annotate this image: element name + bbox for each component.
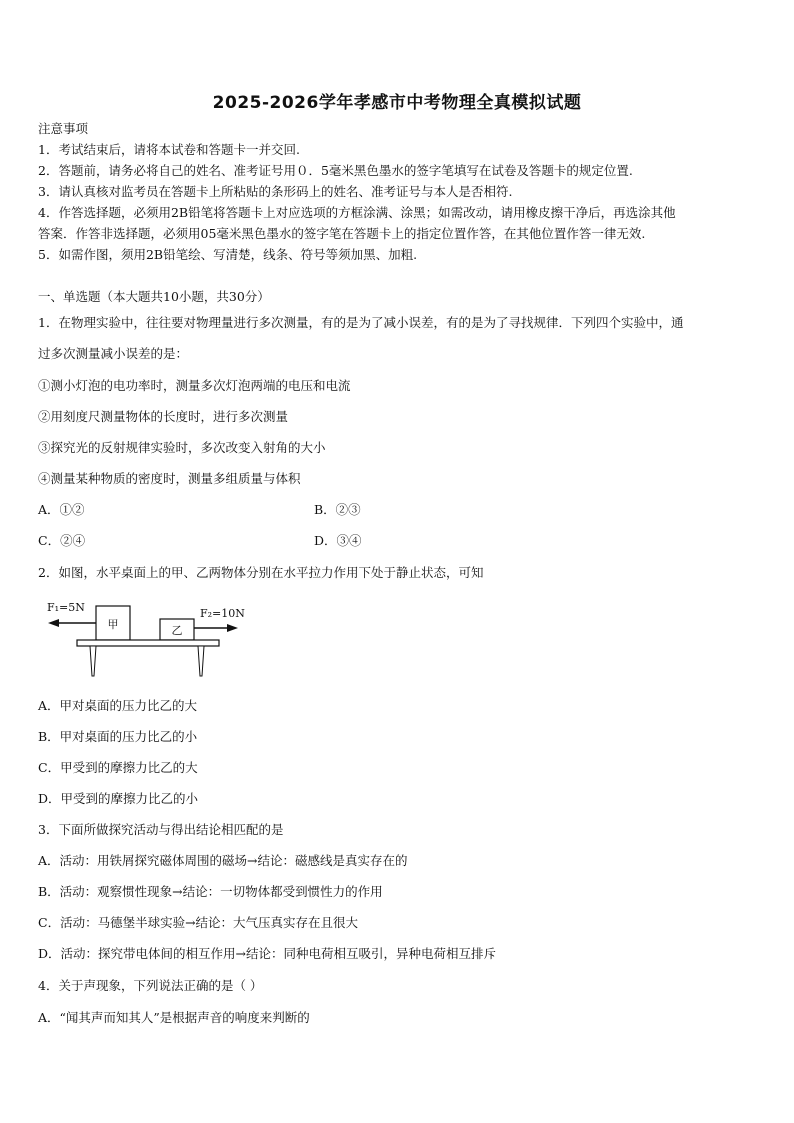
q1-item-3: ③探究光的反射规律实验时，多次改变入射角的大小 (38, 440, 326, 455)
q1-option-b: B．②③ (314, 502, 361, 517)
table-force-figure (44, 598, 254, 688)
notice-item-5: 5．如需作图，须用2B铅笔绘、写清楚，线条、符号等须加黑、加粗. (38, 247, 418, 262)
notice-item-4-cont: 答案．作答非选择题，必须用05毫米黑色墨水的签字笔在答题卡上的指定位置作答，在其他位置作答一律无效. (38, 226, 646, 241)
q1-item-2: ②用刻度尺测量物体的长度时，进行多次测量 (38, 409, 289, 424)
q2-option-b: B．甲对桌面的压力比乙的小 (38, 729, 198, 744)
force-f2-arrow-icon (227, 624, 238, 632)
q3-stem: 3．下面所做探究活动与得出结论相匹配的是 (38, 822, 284, 837)
q1-option-a: A．①② (38, 502, 85, 517)
block-jia-label: 甲 (107, 618, 119, 631)
table-leg-left (90, 646, 96, 676)
table-top (77, 640, 219, 646)
q1-option-c: C．②④ (38, 533, 86, 548)
q3-option-d: D．活动：探究带电体间的相互作用→结论：同种电荷相互吸引，异种电荷相互排斥 (38, 946, 496, 961)
block-yi-label: 乙 (171, 624, 183, 637)
force-f2-label: F₂=10N (200, 607, 245, 620)
notice-heading: 注意事项 (38, 121, 89, 136)
table-leg-right (198, 646, 204, 676)
q1-stem-line2: 过多次测量减小误差的是： (38, 346, 189, 361)
section-heading: 一、单选题（本大题共10小题，共30分） (38, 289, 270, 304)
q1-item-1: ①测小灯泡的电功率时，测量多次灯泡两端的电压和电流 (38, 378, 351, 393)
q2-option-c: C．甲受到的摩擦力比乙的大 (38, 760, 198, 775)
q2-option-a: A．甲对桌面的压力比乙的大 (38, 698, 198, 713)
q1-stem-line1: 1．在物理实验中，往往要对物理量进行多次测量，有的是为了减小误差，有的是为了寻找规律．下列四个实验中，通 (38, 315, 684, 330)
q2-option-d: D．甲受到的摩擦力比乙的小 (38, 791, 199, 806)
q4-option-a: A．“闻其声而知其人”是根据声音的响度来判断的 (38, 1010, 310, 1025)
force-f1-label: F₁=5N (47, 601, 85, 614)
q3-option-a: A．活动：用铁屑探究磁体周围的磁场→结论：磁感线是真实存在的 (38, 853, 408, 868)
notice-item-3: 3．请认真核对监考员在答题卡上所粘贴的条形码上的姓名、准考证号与本人是否相符. (38, 184, 513, 199)
notice-item-4: 4．作答选择题，必须用2B铅笔将答题卡上对应选项的方框涂满、涂黑；如需改动，请用橡皮擦干净后，再选涂其他 (38, 205, 676, 220)
notice-item-2: 2．答题前，请务必将自己的姓名、准考证号用０．5毫米黑色墨水的签字笔填写在试卷及答题卡的规定位置. (38, 163, 633, 178)
q2-stem: 2．如图，水平桌面上的甲、乙两物体分别在水平拉力作用下处于静止状态，可知 (38, 565, 484, 580)
force-f1-arrow-icon (48, 619, 59, 627)
q1-item-4: ④测量某种物质的密度时，测量多组质量与体积 (38, 471, 301, 486)
q3-option-c: C．活动：马德堡半球实验→结论：大气压真实存在且很大 (38, 915, 359, 930)
notice-item-1: 1．考试结束后，请将本试卷和答题卡一并交回. (38, 142, 300, 157)
q4-stem: 4．关于声现象，下列说法正确的是（ ） (38, 978, 263, 993)
page-title: 2025-2026学年孝感市中考物理全真模拟试题 (212, 93, 582, 113)
q1-option-d: D．③④ (314, 533, 362, 548)
q3-option-b: B．活动：观察惯性现象→结论：一切物体都受到惯性力的作用 (38, 884, 383, 899)
